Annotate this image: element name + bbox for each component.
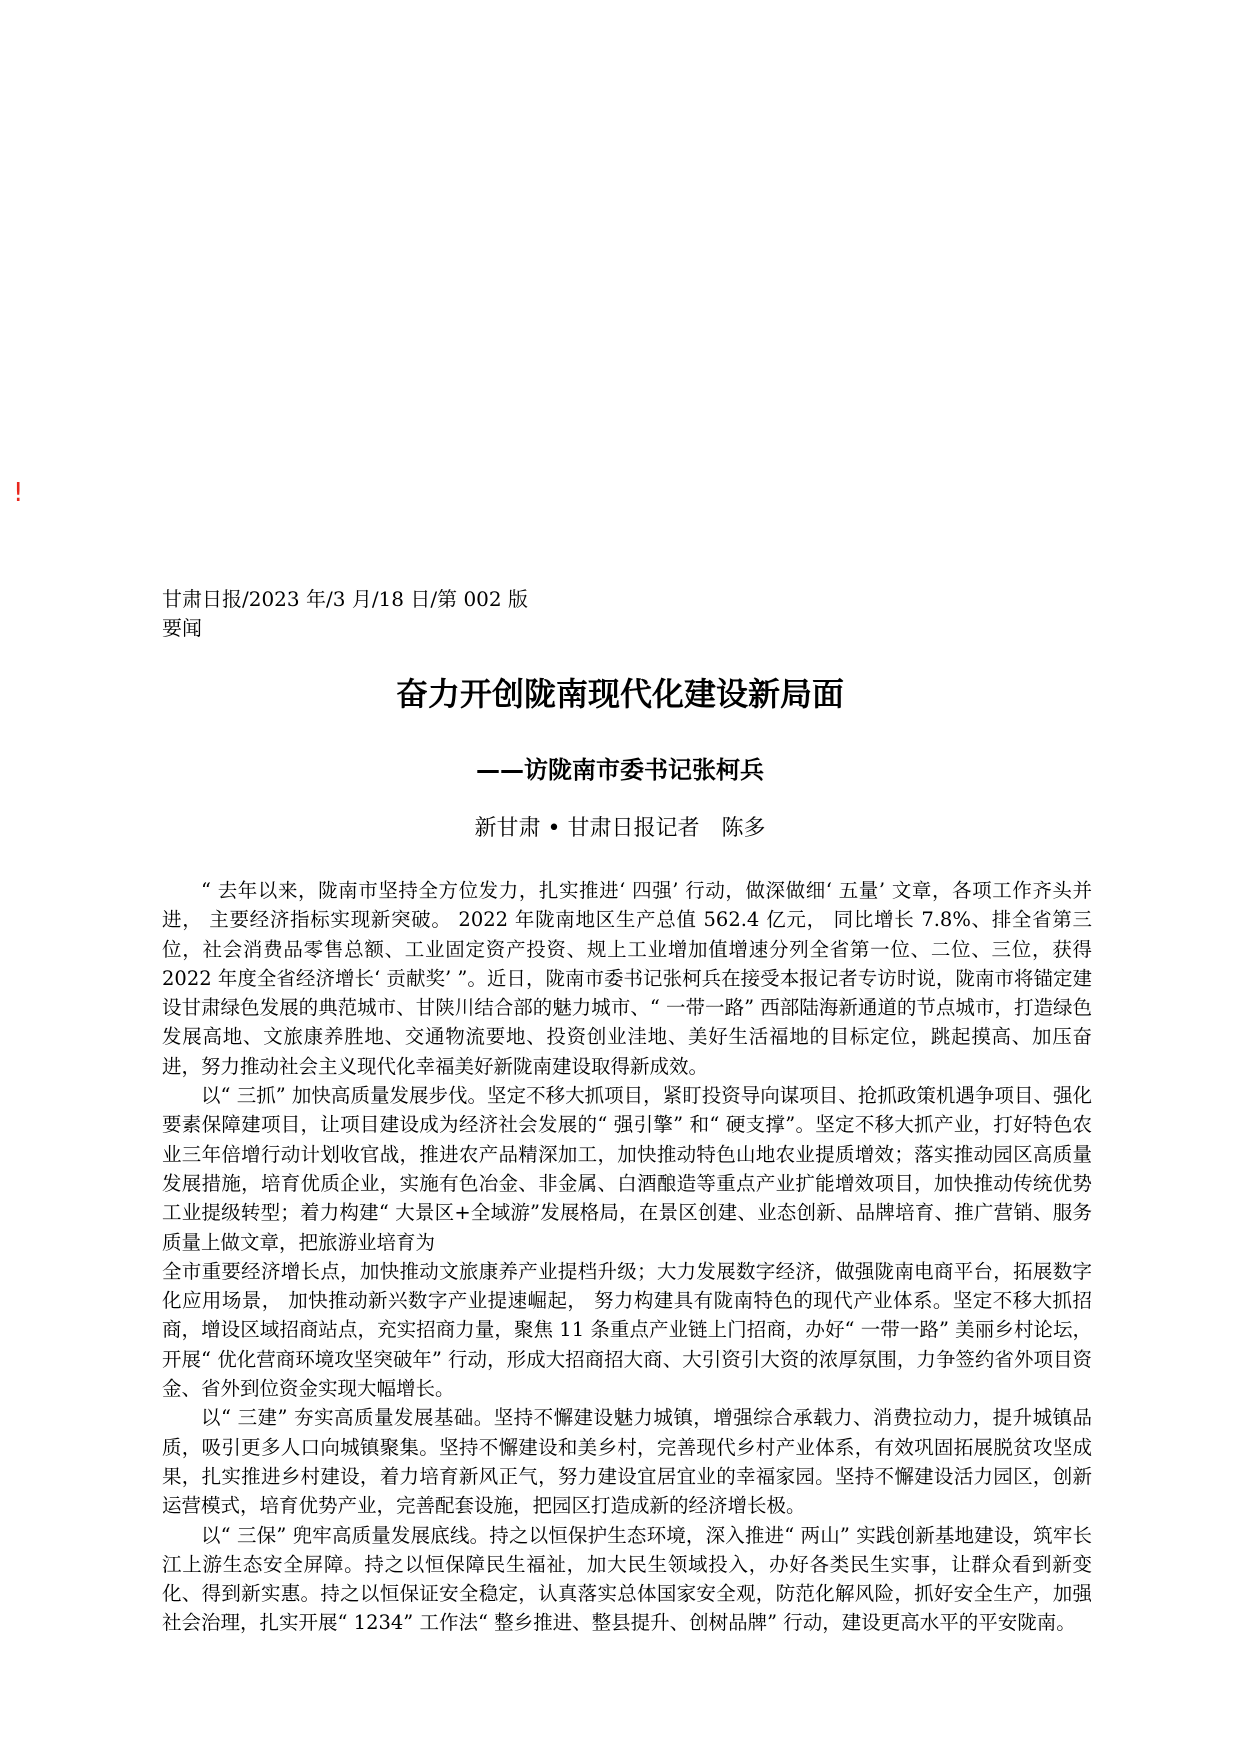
paragraph-intro: “ 去年以来，陇南市坚持全方位发力，扎实推进‘ 四强’ 行动，做深做细‘ 五量’ 文章，各项工作齐头并进， 主要经济指标实现新突破。 2022 年陇南地区生产总值 562.4 亿元， 同比增长 7.8%、排全省第三位，社会消费品零售总额、工业固定资产投资、规上工业增加值增速分列全省第一位、二位、三位，获得 2022 年度全省经济增长‘ 贡献奖’ ”。近日，陇南市委书记张柯兵在接受本报记者专访时说，陇南市将锚定建设甘肃绿色发展的典范城市、甘陕川结合部的魅力城市、“ 一带一路” 西部陆海新通道的节点城市，打造绿色发展高地、文旅康养胜地、交通物流要地、投资创业洼地、美好生活福地的目标定位，跳起摸高、加压奋进，努力推动社会主义现代化幸福美好新陇南建设取得新成效。: [162, 879, 1092, 1078]
article-body: [162, 876, 1092, 1638]
paragraph-san-jian: 以“ 三建” 夯实高质量发展基础。坚持不懈建设魅力城镇，增强综合承载力、消费拉动力，提升城镇品质，吸引更多人口向城镇聚集。坚持不懈建设和美乡村，完善现代乡村产业体系，有效巩固拓展脱贫攻坚成果，扎实推进乡村建设，着力培育新风正气，努力建设宜居宜业的幸福家园。坚持不懈建设活力园区，创新运营模式，培育优势产业，完善配套设施，把园区打造成新的经济增长极。: [162, 1406, 1092, 1518]
article-subtitle: ——访陇南市委书记张柯兵: [476, 756, 764, 784]
publication-source: 甘肃日报/2023 年/3 月/18 日/第 002 版要闻: [162, 587, 528, 640]
article-byline: 新甘肃 • 甘肃日报记者 陈多: [474, 816, 766, 841]
paragraph-san-zhua-continued: 全市重要经济增长点，加快推动文旅康养产业提档升级；大力发展数字经济，做强陇南电商平台，拓展数字化应用场景， 加快推动新兴数字产业提速崛起， 努力构建具有陇南特色的现代产业体系。坚定不移大抓招商，增设区域招商站点，充实招商力量，聚焦 11 条重点产业链上门招商，办好“ 一带一路” 美丽乡村论坛，开展“ 优化营商环境攻坚突破年” 行动，形成大招商招大商、大引资引大资的浓厚氛围，力争签约省外项目资金、省外到位资金实现大幅增长。: [162, 1259, 1092, 1401]
paragraph-san-zhua: 以“ 三抓” 加快高质量发展步伐。坚定不移大抓项目，紧盯投资导向谋项目、抢抓政策机遇争项目、强化要素保障建项目，让项目建设成为经济社会发展的“ 强引擎” 和“ 硬支撑”。坚定不移大抓产业，打好特色农业三年倍增行动计划收官战，推进农产品精深加工，加快推动特色山地农业提质增效；落实推动园区高质量发展措施，培育优质企业，实施有色冶金、非金属、白酒酿造等重点产业扩能增效项目，加快推动传统优势工业提级转型；着力构建“ 大景区+全域游”发展格局，在景区创建、业态创新、品牌培育、推广营销、服务质量上做文章，把旅游业培育为: [162, 1084, 1092, 1254]
paragraph-san-bao: 以“ 三保” 兜牢高质量发展底线。持之以恒保护生态环境，深入推进“ 两山” 实践创新基地建设，筑牢长江上游生态安全屏障。持之以恒保障民生福祉，加大民生领域投入，办好各类民生实事，让群众看到新变化、得到新实惠。持之以恒保证安全稳定，认真落实总体国家安全观，防范化解风险，抓好安全生产，加强社会治理，扎实开展“ 1234” 工作法“ 整乡推进、整县提升、创树品牌” 行动，建设更高水平的平安陇南。: [162, 1523, 1092, 1635]
red-exclamation-mark: !: [13, 478, 24, 508]
article-title: 奋力开创陇南现代化建设新局面: [395, 675, 844, 713]
